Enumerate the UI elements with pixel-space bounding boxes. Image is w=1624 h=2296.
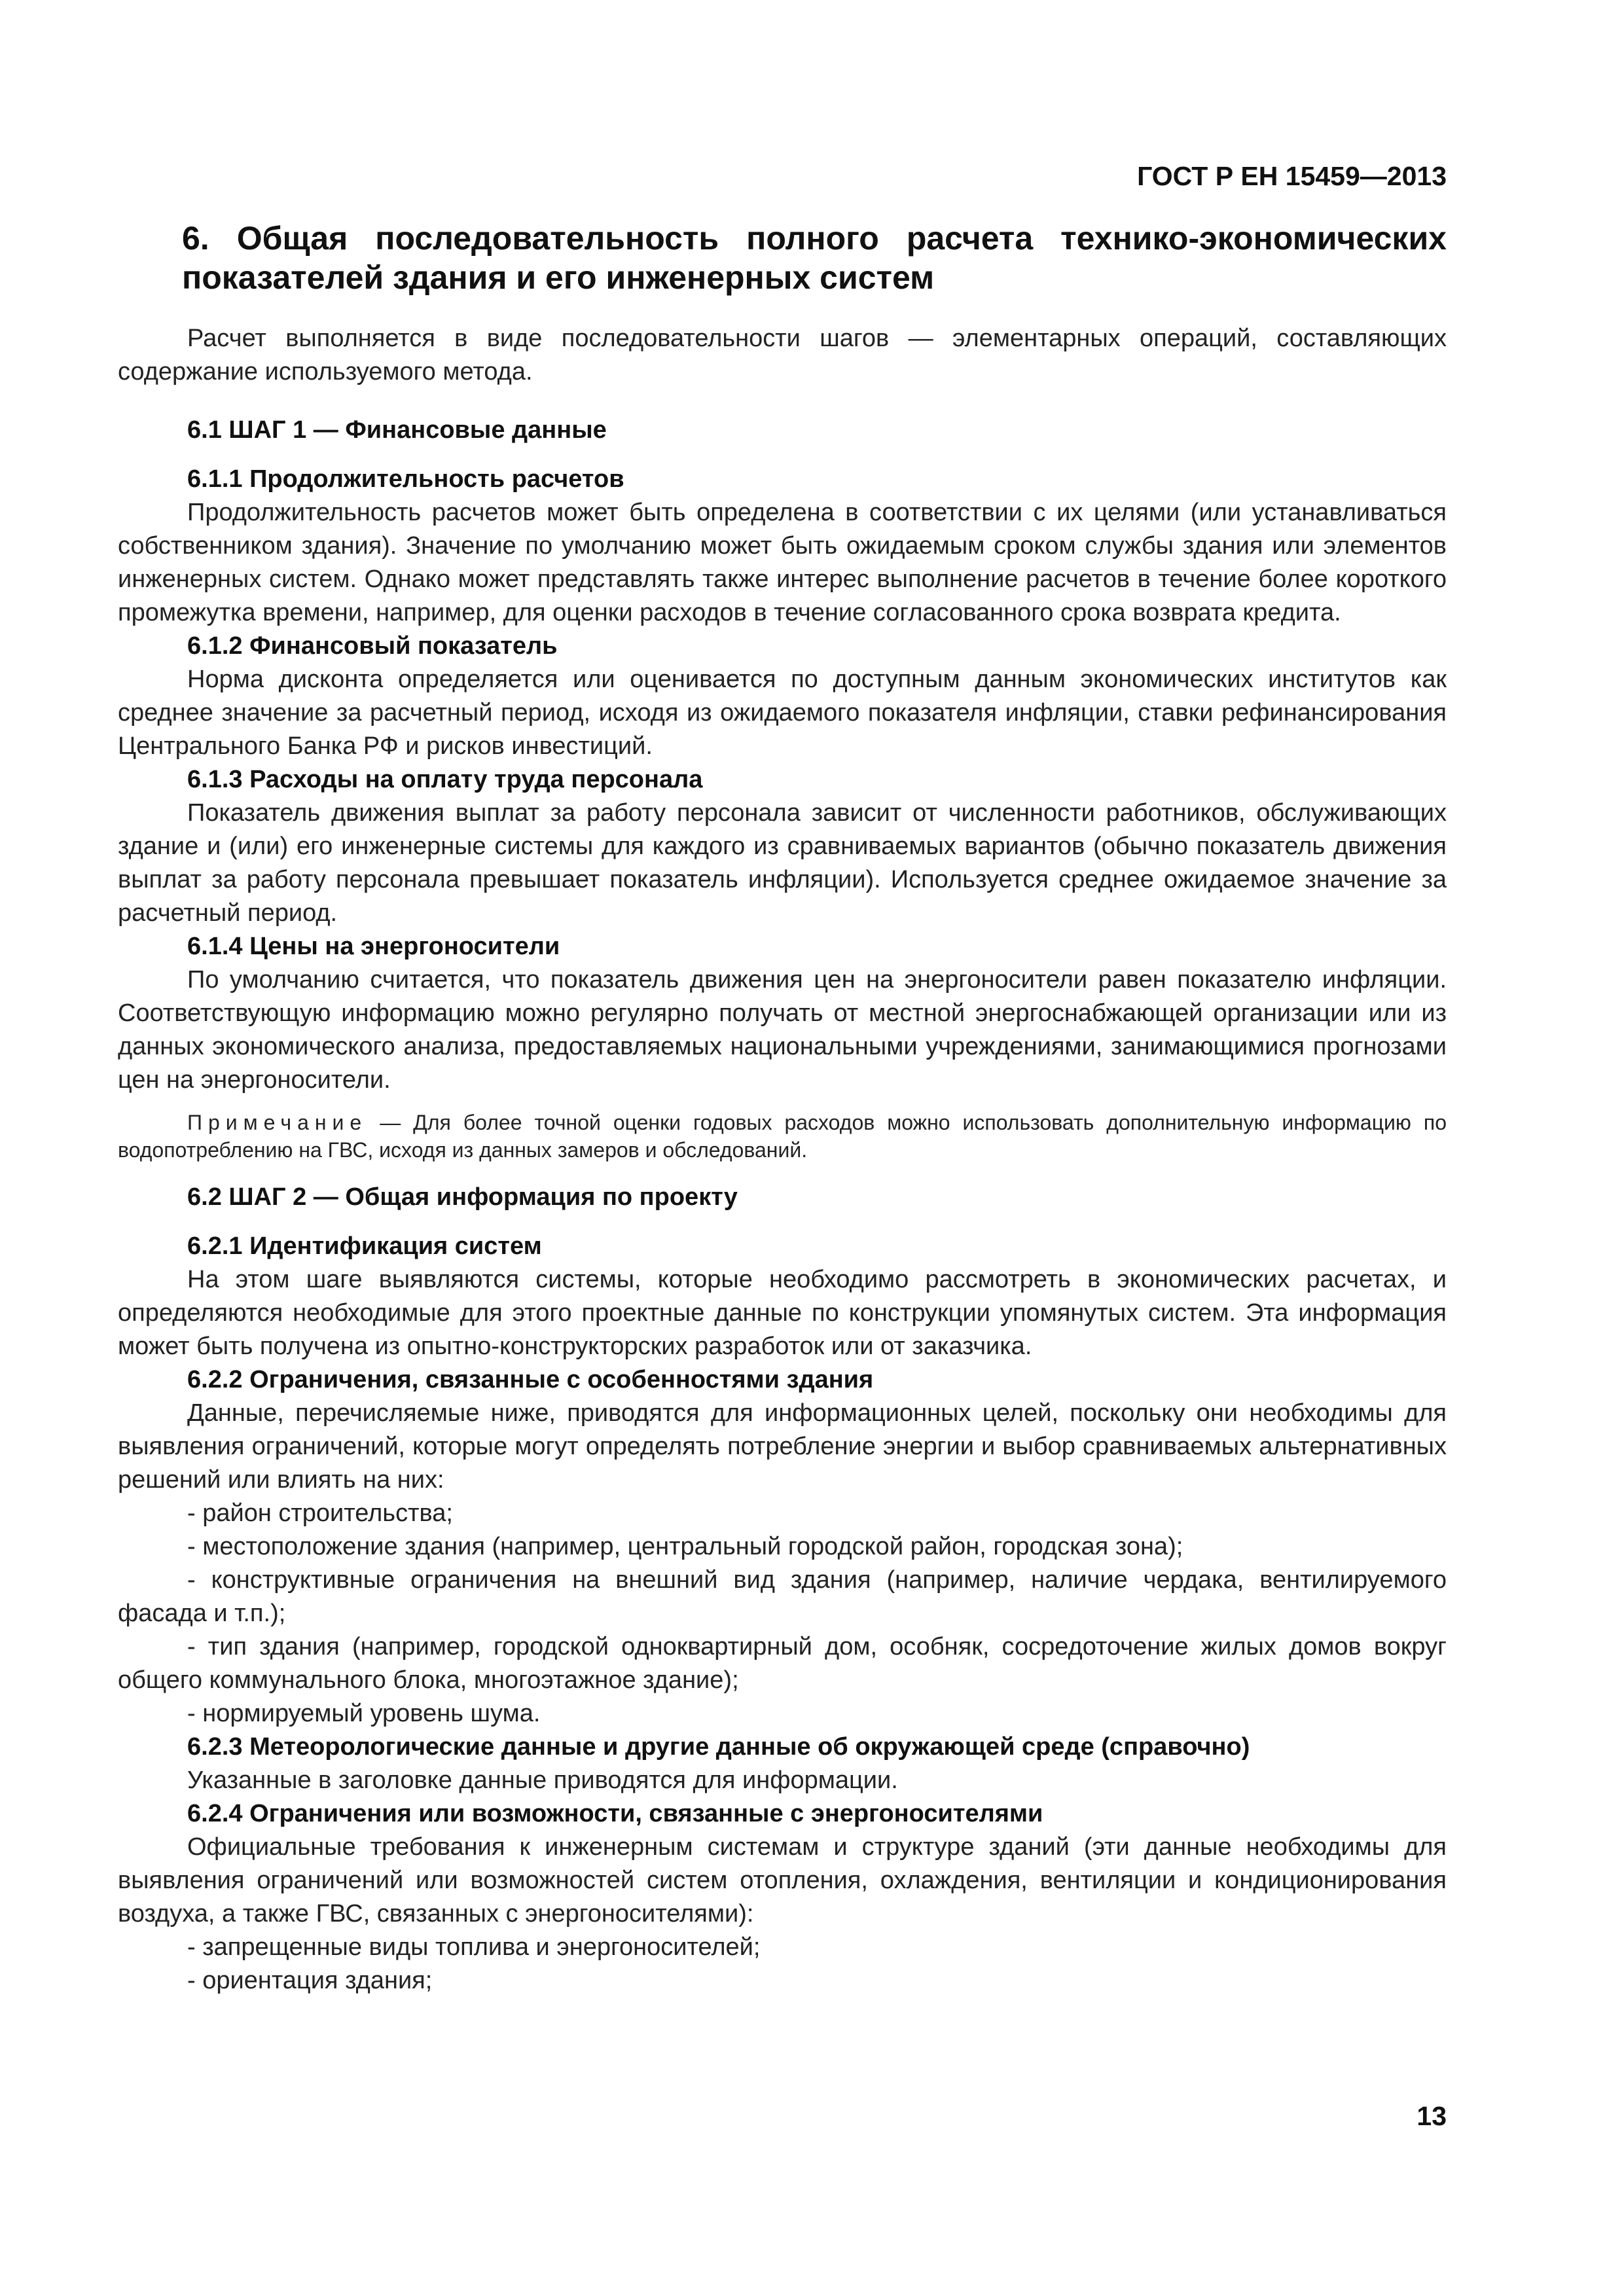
note-label: Примечание	[187, 1111, 368, 1134]
subsection-6-1-4-heading: 6.1.4 Цены на энергоносители	[187, 933, 560, 960]
list-item: - тип здания (например, городской одноквартирный дом, особняк, сосредоточение жилых домов вокруг общего коммунального блока, многоэтажное здание);	[118, 1633, 1447, 1694]
list-item: - запрещенные виды топлива и энергоносителей;	[187, 1933, 761, 1961]
subsection-6-1-3-text: Показатель движения выплат за работу персонала зависит от численности работников, обслуживающих здание и (или) его инженерные системы для каждого из сравниваемых вариантов (обычно показатель движения выплат за работу персонала превышает показатель инфляции). Используется среднее ожидаемое значение за расчетный период.	[118, 799, 1447, 927]
step2-heading: 6.2 ШАГ 2 — Общая информация по проекту	[187, 1183, 738, 1211]
note	[118, 1109, 1447, 1164]
subsection-6-2-4-text: Официальные требования к инженерным системам и структуре зданий (эти данные необходимы для выявления ограничений или возможностей систем отопления, охлаждения, вентиляции и кондиционирования воздуха, а также ГВС, связанных с энергоносителями):	[118, 1833, 1447, 1928]
subsection-6-1-2-text: Норма дисконта определяется или оценивается по доступным данным экономических институтов как среднее значение за расчетный период, исходя из ожидаемого показателя инфляции, ставки рефинансирования Центрального Банка РФ и рисков инвестиций.	[118, 666, 1447, 760]
list-item: - нормируемый уровень шума.	[187, 1700, 541, 1727]
section-title: 6. Общая последовательность полного расчета технико-экономических показателей здания и его инженерных систем	[182, 220, 1447, 296]
subsection-6-1-1-text: Продолжительность расчетов может быть определена в соответствии с их целями (или устанавливаться собственником здания). Значение по умолчанию может быть ожидаемым сроком службы здания или элементов инженерных систем. Однако может представлять также интерес выполнение расчетов в течение более короткого промежутка времени, например, для оценки расходов в течение согласованного срока возврата кредита.	[118, 499, 1447, 626]
section-intro: Расчет выполняется в виде последовательности шагов — элементарных операций, составляющих содержание используемого метода.	[118, 325, 1447, 386]
list-item: - местоположение здания (например, центральный городской район, городская зона);	[187, 1533, 1183, 1560]
document-code-header: ГОСТ Р ЕН 15459—2013	[1137, 161, 1447, 191]
page-content	[118, 322, 1447, 1998]
subsection-6-1-1-heading: 6.1.1 Продолжительность расчетов	[187, 465, 624, 493]
subsection-6-2-3-text: Указанные в заголовке данные приводятся для информации.	[187, 1767, 898, 1794]
subsection-6-2-3-heading: 6.2.3 Метеорологические данные и другие данные об окружающей среде (справочно)	[187, 1733, 1250, 1761]
subsection-6-1-2-heading: 6.1.2 Финансовый показатель	[187, 632, 558, 660]
subsection-6-2-1-text: На этом шаге выявляются системы, которые необходимо рассмотреть в экономических расчетах, и определяются необходимые для этого проектные данные по конструкции упомянутых систем. Эта информация может быть получена из опытно-конструкторских разработок или от заказчика.	[118, 1266, 1447, 1360]
step1-heading: 6.1 ШАГ 1 — Финансовые данные	[187, 416, 607, 444]
note-text: — Для более точной оценки годовых расходов можно использовать дополнительную информацию по водопотреблению на ГВС, исходя из данных замеров и обследований.	[118, 1111, 1447, 1162]
list-item: - ориентация здания;	[187, 1967, 433, 1994]
list-item: - район строительства;	[187, 1499, 453, 1527]
subsection-6-2-2-heading: 6.2.2 Ограничения, связанные с особенностями здания	[187, 1366, 874, 1393]
list-item: - конструктивные ограничения на внешний вид здания (например, наличие чердака, вентилируемого фасада и т.п.);	[118, 1566, 1447, 1627]
subsection-6-1-3-heading: 6.1.3 Расходы на оплату труда персонала	[187, 766, 703, 793]
subsection-6-1-4-text: По умолчанию считается, что показатель движения цен на энергоносители равен показателю инфляции. Соответствующую информацию можно регулярно получать от местной энергоснабжающей организации или из данных экономического анализа, предоставляемых национальными учреждениями, занимающимися прогнозами цен на энергоносители.	[118, 966, 1447, 1094]
subsection-6-2-2-text: Данные, перечисляемые ниже, приводятся для информационных целей, поскольку они необходимы для выявления ограничений, которые могут определять потребление энергии и выбор сравниваемых альтернативных решений или влиять на них:	[118, 1399, 1447, 1494]
page-number: 13	[1416, 2101, 1447, 2131]
subsection-6-2-1-heading: 6.2.1 Идентификация систем	[187, 1232, 542, 1260]
subsection-6-2-4-heading: 6.2.4 Ограничения или возможности, связанные с энергоносителями	[187, 1800, 1043, 1827]
